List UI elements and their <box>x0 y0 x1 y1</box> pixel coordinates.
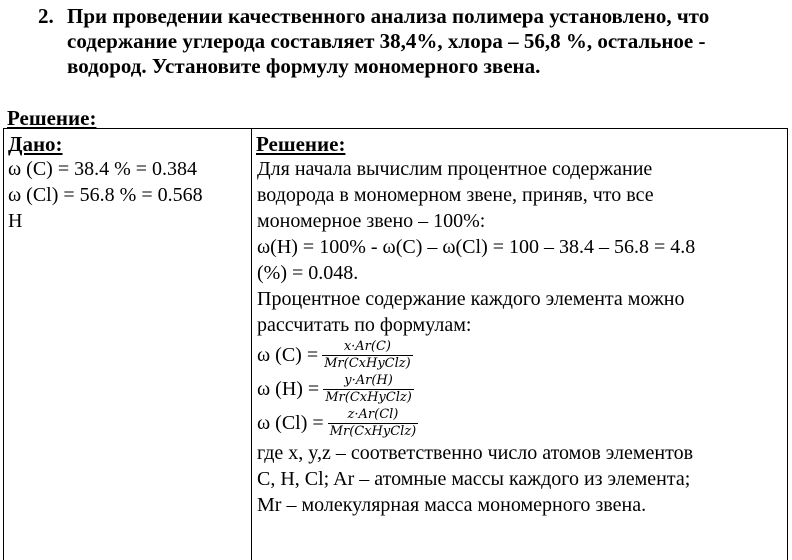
given-line: H <box>8 210 23 232</box>
solution-line: рассчитать по формулам: <box>257 314 472 336</box>
solution-title: Решение: <box>256 132 346 156</box>
solution-table <box>3 128 788 560</box>
task-line: содержание углерода составляет 38,4%, хлора – 56,8 %, остальное - <box>67 29 706 53</box>
formula-hydrogen <box>257 372 787 406</box>
solution-line: C, H, Cl; Ar – атомные массы каждого из элемента; <box>257 468 691 490</box>
formula-chlorine <box>257 406 787 440</box>
fraction-denominator: Mr(CxHyClz) <box>329 423 417 439</box>
solution-line: Для начала вычислим процентное содержание <box>257 158 653 180</box>
solution-line: Mr – молекулярная масса мономерного звена. <box>257 494 647 516</box>
fraction <box>322 339 413 372</box>
task-text <box>67 4 782 79</box>
solution-column <box>252 129 788 560</box>
task-line: При проведении качественного анализа полимера установлено, что <box>67 4 710 28</box>
solution-line: водорода в мономерном звене, приняв, что все <box>257 184 654 206</box>
fraction-numerator: y·Ar(H) <box>344 372 393 388</box>
given-column <box>3 129 252 560</box>
solution-line: (%) = 0.048. <box>257 262 359 284</box>
solution-line: Процентное содержание каждого элемента можно <box>257 288 685 310</box>
fraction <box>323 373 414 406</box>
fraction <box>328 407 419 440</box>
given-line: ω (Cl) = 56.8 % = 0.568 <box>8 184 203 206</box>
solution-line: ω(H) = 100% - ω(C) – ω(Cl) = 100 – 38.4 – 56.8 = 4.8 <box>257 236 696 258</box>
solution-heading: Решение: <box>7 106 97 130</box>
task-number: 2. <box>38 4 54 28</box>
solution-line: где x, y,z – соответственно число атомов элементов <box>257 442 694 464</box>
formula-label: ω (C) = <box>257 344 319 366</box>
fraction-denominator: Mr(CxHyClz) <box>325 389 412 405</box>
given-line: ω (C) = 38.4 % = 0.384 <box>8 158 198 180</box>
fraction-numerator: z·Ar(Cl) <box>347 406 399 422</box>
formula-carbon <box>257 338 787 372</box>
formula-label: ω (H) = <box>257 378 320 400</box>
solution-line: мономерное звено – 100%: <box>257 210 486 232</box>
task-line: водород. Установите формулу мономерного звена. <box>67 54 541 78</box>
given-title: Дано: <box>8 132 63 156</box>
fraction-numerator: x·Ar(C) <box>343 338 391 354</box>
fraction-denominator: Mr(CxHyClz) <box>324 355 411 371</box>
formula-label: ω (Cl) = <box>257 412 324 434</box>
